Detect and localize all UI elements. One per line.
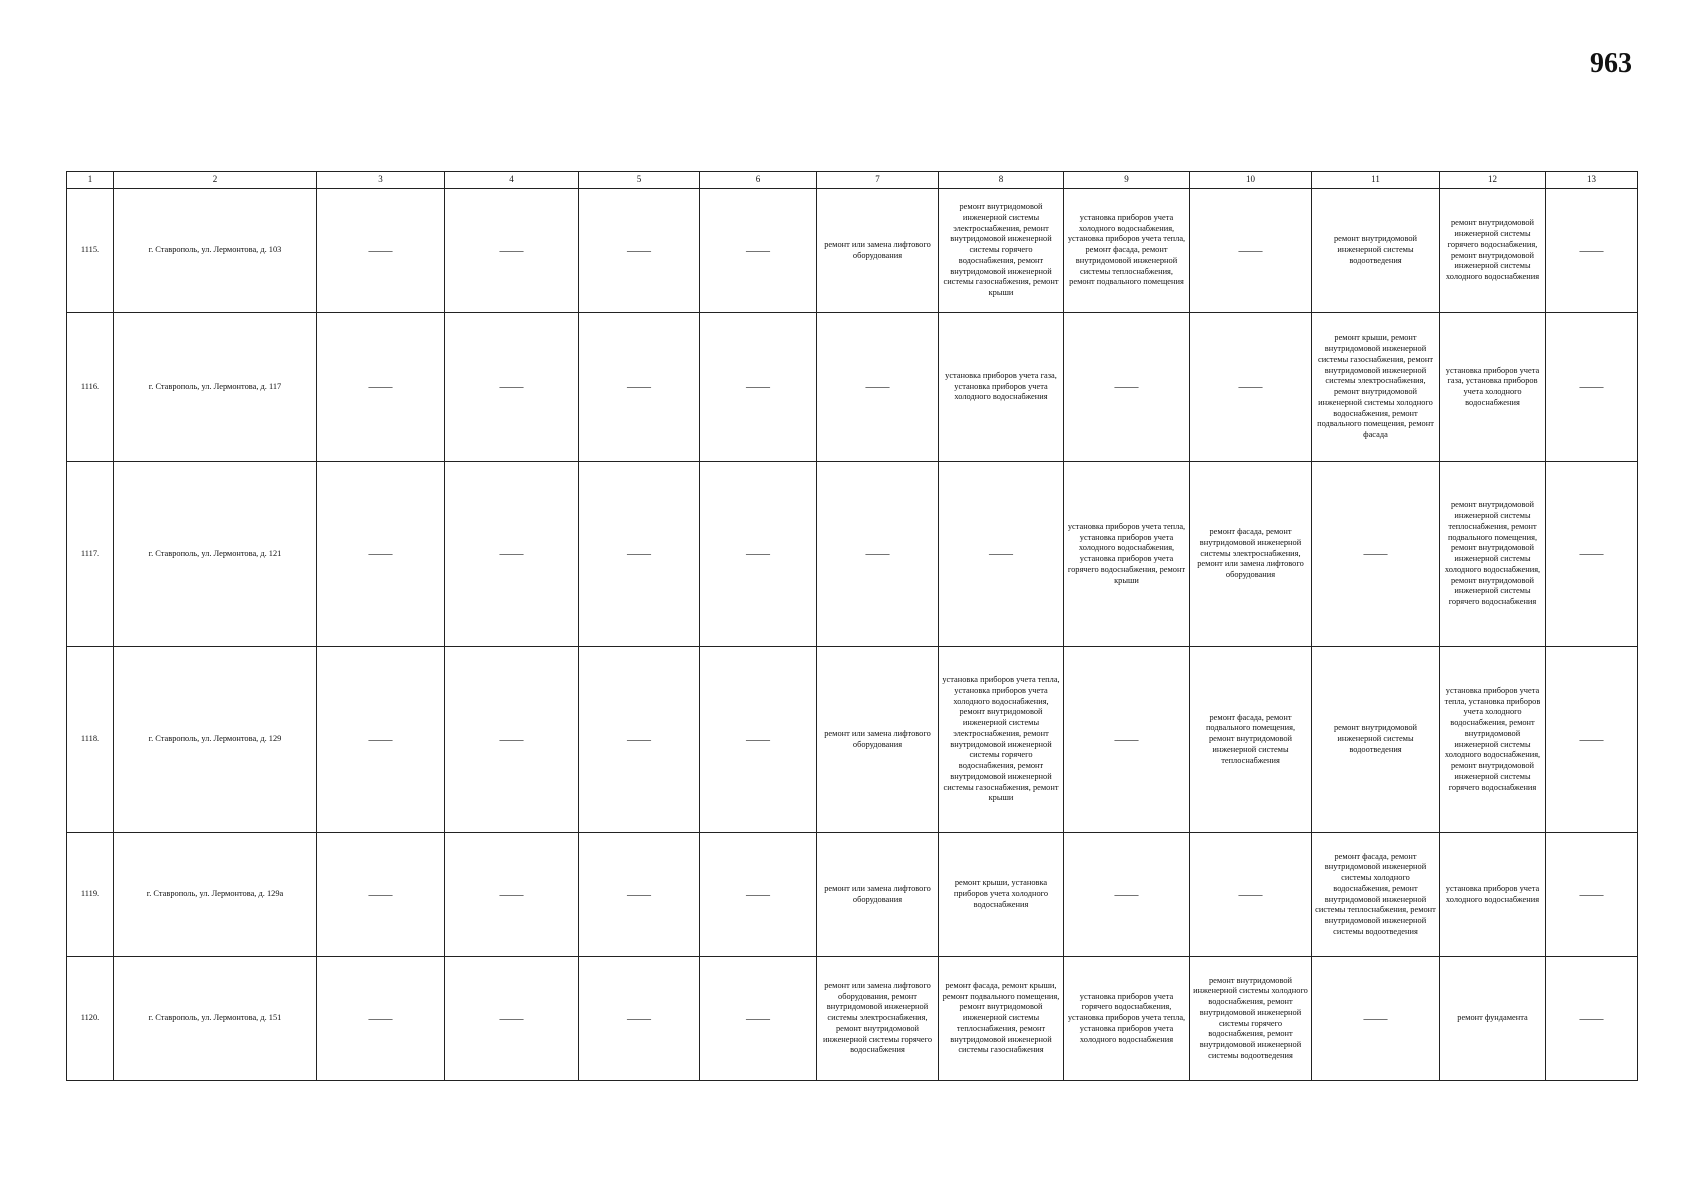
cell-text: ремонт внутридомовой инженерной системы горячего водоснабжения, ремонт внутридомовой инженерной системы холодного водоснабжения [1445,218,1540,281]
cell-text: —— [368,731,393,746]
table-cell [1190,189,1312,313]
table-cell [317,313,445,462]
column-header: 13 [1546,172,1638,189]
cell-text: —— [627,242,651,257]
table-cell [1440,647,1546,833]
address-text: г. Ставрополь, ул. Лермонтова, д. 121 [148,548,282,558]
address-cell [114,189,317,313]
row-number: 1115. [80,245,100,255]
table-cell [1312,647,1440,833]
table-cell [1546,957,1638,1081]
address-cell [114,833,317,957]
cell-text: —— [746,731,770,746]
table-cell [579,647,700,833]
cell-text: установка приборов учета тепла, установка приборов учета холодного водоснабжения, ремонт внутридомовой инженерной системы электроснабжения, ремонт внутридомовой инженерной системы горячего водоснабжения, ремонт внутридомовой инженерной системы газоснабжения, ремонт крыши [942,675,1060,803]
column-header: 12 [1440,172,1546,189]
table-cell [1064,462,1190,647]
address-text: г. Ставрополь, ул. Лермонтова, д. 151 [148,1013,282,1023]
table-row [67,957,1638,1081]
row-number-cell [67,189,114,313]
cell-text: —— [1579,886,1604,901]
cell-text: —— [1363,546,1388,561]
row-number-cell [67,313,114,462]
cell-text: —— [1363,1010,1388,1025]
cell-text: —— [368,546,393,561]
cell-text: —— [368,886,393,901]
cell-text: —— [1579,379,1604,394]
table-cell [1312,189,1440,313]
table-cell [317,189,445,313]
table-cell [579,313,700,462]
cell-text: ремонт крыши, ремонт внутридомовой инженерной системы газоснабжения, ремонт внутридомовой инженерной системы электроснабжения, ремонт внутридомовой инженерной системы холодного водоснабжения, ремонт подвального помещения, ремонт фасада [1317,333,1434,439]
cell-text: ремонт внутридомовой инженерной системы электроснабжения, ремонт внутридомовой инженерной системы горячего водоснабжения, ремонт внутридомовой инженерной системы газоснабжения, ремонт крыши [943,202,1059,298]
cell-text: ремонт или замена лифтового оборудования [824,239,931,260]
table-cell [445,833,579,957]
table-cell [1190,462,1312,647]
table-cell [939,957,1064,1081]
table-cell [939,313,1064,462]
table-row [67,462,1638,647]
table-cell [1190,833,1312,957]
table-row [67,189,1638,313]
table-cell [1312,833,1440,957]
table-cell [939,462,1064,647]
table-cell [579,462,700,647]
column-header: 11 [1312,172,1440,189]
table-cell [817,957,939,1081]
table-cell [579,189,700,313]
cell-text: —— [1238,379,1263,394]
cell-text: —— [499,242,524,257]
cell-text: —— [746,546,770,561]
table-cell [1064,647,1190,833]
table-row [67,647,1638,833]
table-cell [817,833,939,957]
table-cell [700,189,817,313]
table-cell [1064,313,1190,462]
table-cell [579,833,700,957]
table-cell [445,189,579,313]
table-cell [817,647,939,833]
table-cell [1440,462,1546,647]
cell-text: ремонт или замена лифтового оборудования [824,883,931,904]
address-cell [114,647,317,833]
table-cell [939,189,1064,313]
column-header: 3 [317,172,445,189]
table-cell [1546,462,1638,647]
table-cell [1312,957,1440,1081]
table-cell [939,647,1064,833]
cell-text: ремонт фасада, ремонт внутридомовой инженерной системы электроснабжения, ремонт или замена лифтового оборудования [1197,527,1304,580]
cell-text: ремонт крыши, установка приборов учета холодного водоснабжения [953,878,1049,909]
row-number-cell [67,462,114,647]
address-text: г. Ставрополь, ул. Лермонтова, д. 117 [148,381,282,391]
column-header: 1 [67,172,114,189]
table-cell [1546,313,1638,462]
table-cell [317,647,445,833]
table-cell [700,833,817,957]
cell-text: —— [499,886,524,901]
cell-text: —— [627,1010,651,1025]
page-number: 963 [1590,48,1632,79]
cell-text: —— [499,546,524,561]
table-cell [1546,189,1638,313]
cell-text: —— [865,546,890,561]
table-cell [1064,833,1190,957]
cell-text: установка приборов учета газа, установка приборов учета холодного водоснабжения [945,370,1057,402]
cell-text: —— [1579,1010,1604,1025]
cell-text: ремонт внутридомовой инженерной системы водоотведения [1333,234,1418,265]
table-cell [1312,313,1440,462]
table-cell [1440,957,1546,1081]
cell-text: ремонт фасада, ремонт крыши, ремонт подвального помещения, ремонт внутридомовой инженерной системы теплоснабжения, ремонт внутридомовой инженерной системы газоснабжения [942,980,1060,1055]
cell-text: установка приборов учета тепла, установка приборов учета холодного водоснабжения, ремонт внутридомовой инженерной системы холодного водоснабжения, ремонт внутридомовой инженерной системы горячего водоснабжения [1444,685,1541,792]
cell-text: —— [627,546,651,561]
table-cell [1312,462,1440,647]
cell-text: —— [627,886,651,901]
column-header: 2 [114,172,317,189]
row-number-cell [67,647,114,833]
cell-text: ремонт внутридомовой инженерной системы теплоснабжения, ремонт подвального помещения, ремонт внутридомовой инженерной системы холодного водоснабжения, ремонт внутридомовой инженерной системы горячего водоснабжения [1444,500,1541,606]
cell-text: —— [1579,731,1604,746]
table-cell [700,957,817,1081]
cell-text: ремонт внутридомовой инженерной системы холодного водоснабжения, ремонт внутридомовой инженерной системы горячего водоснабжения, ремонт внутридомовой инженерной системы водоотведения [1193,975,1308,1060]
table-cell [445,313,579,462]
table-cell [1190,647,1312,833]
table-cell [1440,833,1546,957]
table-cell [1064,957,1190,1081]
cell-text: —— [368,1010,393,1025]
cell-text: —— [1114,731,1139,746]
table-cell [1440,189,1546,313]
table-cell [1546,647,1638,833]
cell-text: —— [499,379,524,394]
column-header: 8 [939,172,1064,189]
cell-text: установка приборов учета тепла, установка приборов учета холодного водоснабжения, установка приборов учета горячего водоснабжения, ремонт крыши [1067,521,1186,585]
row-number-cell [67,957,114,1081]
table-cell [445,462,579,647]
cell-text: —— [627,379,651,394]
cell-text: —— [368,379,393,394]
column-header: 4 [445,172,579,189]
cell-text: установка приборов учета холодного водоснабжения [1445,883,1540,904]
table-row [67,833,1638,957]
row-number: 1116. [80,381,100,391]
table-cell [1190,313,1312,462]
cell-text: —— [1579,242,1604,257]
column-header: 10 [1190,172,1312,189]
table-cell [700,462,817,647]
row-number: 1118. [80,734,100,744]
table-cell [1440,313,1546,462]
cell-text: —— [368,242,393,257]
cell-text: —— [1114,886,1139,901]
address-text: г. Ставрополь, ул. Лермонтова, д. 129 [148,734,282,744]
cell-text: ремонт или замена лифтового оборудования [824,728,931,749]
table-cell [579,957,700,1081]
cell-text: —— [627,731,651,746]
cell-text: —— [989,546,1013,561]
table-cell [939,833,1064,957]
cell-text: ремонт фасада, ремонт внутридомовой инженерной системы холодного водоснабжения, ремонт внутридомовой инженерной системы теплоснабжения, ремонт внутридомовой инженерной системы водоотведения [1315,851,1436,936]
table-cell [700,313,817,462]
cell-text: установка приборов учета горячего водоснабжения, установка приборов учета тепла, установка приборов учета холодного водоснабжения [1067,991,1186,1044]
address-cell [114,313,317,462]
cell-text: —— [746,379,770,394]
table-cell [317,957,445,1081]
cell-text: ремонт внутридомовой инженерной системы водоотведения [1333,723,1418,754]
cell-text: —— [499,731,524,746]
row-number: 1119. [80,889,100,899]
table-cell [817,189,939,313]
cell-text: ремонт или замена лифтового оборудования, ремонт внутридомовой инженерной системы электроснабжения, ремонт внутридомовой инженерной системы горячего водоснабжения [822,980,933,1055]
cell-text: ремонт фундамента [1457,1013,1528,1023]
row-number-cell [67,833,114,957]
cell-text: —— [746,242,770,257]
cell-text: —— [1114,379,1139,394]
cell-text: —— [1238,242,1263,257]
address-cell [114,462,317,647]
table-cell [1064,189,1190,313]
column-header: 7 [817,172,939,189]
table-cell [317,833,445,957]
cell-text: установка приборов учета газа, установка приборов учета холодного водоснабжения [1445,365,1540,407]
cell-text: —— [1238,886,1263,901]
header-row [67,172,1638,189]
cell-text: —— [746,1010,770,1025]
address-text: г. Ставрополь, ул. Лермонтова, д. 129а [146,889,284,899]
table-row [67,313,1638,462]
address-text: г. Ставрополь, ул. Лермонтова, д. 103 [148,245,282,255]
table-cell [1190,957,1312,1081]
table-cell [445,647,579,833]
table-cell [317,462,445,647]
table-cell [817,313,939,462]
cell-text: —— [865,379,890,394]
column-header: 9 [1064,172,1190,189]
table-cell [817,462,939,647]
cell-text: ремонт фасада, ремонт подвального помещения, ремонт внутридомовой инженерной системы теплоснабжения [1205,712,1296,765]
cell-text: —— [746,886,770,901]
table-cell [700,647,817,833]
column-header: 5 [579,172,700,189]
table-cell [1546,833,1638,957]
row-number: 1120. [80,1013,100,1023]
cell-text: —— [1579,546,1604,561]
column-header: 6 [700,172,817,189]
cell-text: установка приборов учета холодного водоснабжения, установка приборов учета тепла, ремонт фасада, ремонт внутридомовой инженерной системы теплоснабжения, ремонт подвального помещения [1067,212,1186,287]
row-number: 1117. [80,548,100,558]
table-cell [445,957,579,1081]
works-table [66,171,1638,1081]
cell-text: —— [499,1010,524,1025]
address-cell [114,957,317,1081]
